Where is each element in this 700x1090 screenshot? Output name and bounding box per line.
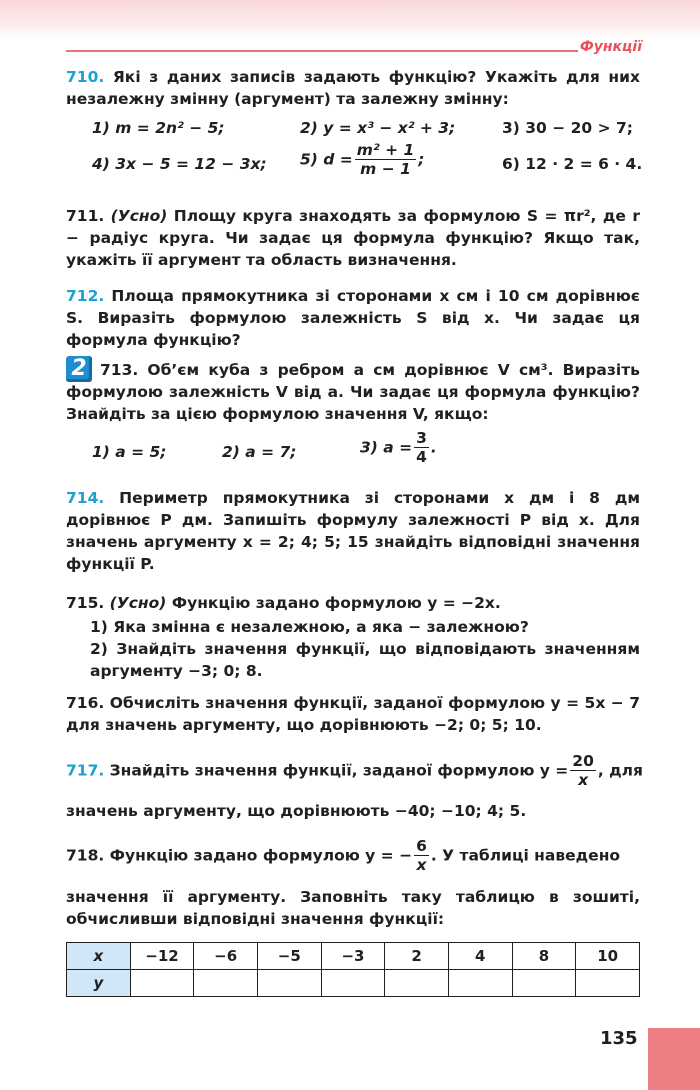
values-table (66, 942, 640, 997)
item-710-1: 1) m = 2n² − 5; (92, 119, 225, 137)
item-710-6: 6) 12 · 2 = 6 · 4. (502, 155, 643, 173)
item-710-3: 3) 30 − 20 > 7; (502, 119, 633, 137)
fraction-tail: . (430, 438, 437, 457)
fraction (414, 430, 429, 466)
exercise-text: Площа прямокутника зі сторонами x см і 10 см дорівнює S. Виразіть формулою залежність S від x. Чи задає ця формула функцію? (66, 287, 640, 349)
item-713-2: 2) a = 7; (222, 443, 297, 461)
denominator: 4 (416, 448, 427, 467)
exercise-714 (66, 487, 640, 575)
numerator: 6 (416, 837, 427, 855)
exercise-715 (66, 592, 640, 614)
fraction (414, 838, 429, 874)
exercise-number: 712. (66, 287, 105, 305)
exercise-718-line1 (66, 838, 620, 874)
item-710-5 (300, 142, 424, 178)
oral-label: (Усно) (110, 207, 168, 225)
table-header-y: y (67, 970, 131, 997)
exercise-number: 717. (66, 761, 105, 780)
denominator: x (416, 856, 427, 875)
exercise-text-tail: . У таблиці наведено (430, 846, 621, 865)
denominator: m − 1 (360, 160, 411, 179)
table-cell: 4 (448, 943, 512, 970)
table-cell: −3 (321, 943, 385, 970)
page-number: 135 (600, 1028, 638, 1049)
table-header-x: x (67, 943, 131, 970)
exercise-712 (66, 285, 640, 351)
exercise-text: Периметр прямокутника зі сторонами x дм і 8 дм дорівнює P дм. Запишіть формулу залежності P від x. Для значень аргументу x = 2; 4; 5; 15 знайдіть відповідні значення функції P. (66, 489, 641, 573)
table-cell-empty (576, 970, 640, 997)
exercise-text: Які з даних записів задають функцію? Укажіть для них незалежну змінну (аргумент) та залежну змінну: (66, 68, 640, 108)
exercise-text: Площу круга знаходять за формулою S = πr², де r − радіус круга. Чи задає ця формула функцію? Якщо так, укажіть її аргумент та область визначення. (66, 207, 640, 269)
item-710-4: 4) 3x − 5 = 12 − 3x; (92, 155, 267, 173)
header-rule (66, 50, 578, 52)
numerator: m² + 1 (356, 141, 415, 159)
table-cell-empty (257, 970, 321, 997)
exercise-number: 715. (66, 594, 105, 612)
fraction-tail: ; (418, 150, 425, 169)
numerator: 3 (416, 429, 427, 447)
oral-label: (Усно) (109, 594, 167, 612)
exercise-711 (66, 205, 640, 271)
table-row-x (67, 943, 640, 970)
item-713-3-label: 3) a = (360, 438, 413, 457)
table-cell-empty (130, 970, 194, 997)
item-713-3 (360, 430, 437, 466)
exercise-text: Функцію задано формулою y = − (109, 846, 413, 865)
exercise-text-tail: , для (597, 761, 643, 780)
item-715-2: 2) Знайдіть значення функції, що відповідають значенням аргументу −3; 0; 8. (90, 640, 640, 680)
exercise-number: 714. (66, 489, 105, 507)
exercise-text: Знайдіть значення функції, заданої формулою y = (109, 761, 569, 780)
exercise-718-rest: значення її аргументу. Заповніть таку таблицю в зошиті, обчисливши відповідні значення функції: (66, 888, 640, 928)
level-2-icon: 2 (66, 356, 92, 382)
exercise-number: 713. (100, 361, 139, 379)
numerator: 20 (572, 752, 594, 770)
table-cell: 2 (385, 943, 449, 970)
table-cell-empty (321, 970, 385, 997)
exercise-text: Функцію задано формулою y = −2x. (171, 594, 501, 612)
exercise-717-line2: значень аргументу, що дорівнюють −40; −10; 4; 5. (66, 802, 527, 820)
table-cell-empty (448, 970, 512, 997)
item-710-5-label: 5) d = (300, 150, 353, 169)
item-713-1: 1) a = 5; (92, 443, 167, 461)
table-cell: −5 (257, 943, 321, 970)
exercise-text: Об’єм куба з ребром a см дорівнює V см³. Виразіть формулою залежність V від a. Чи задає ця формула функцію? Знайдіть за цією формулою значення V, якщо: (66, 361, 640, 423)
table-cell-empty (385, 970, 449, 997)
table-cell: −12 (130, 943, 194, 970)
denominator: x (578, 771, 589, 790)
fraction (355, 142, 417, 178)
fraction (570, 753, 596, 789)
exercise-number: 711. (66, 207, 105, 225)
section-title: Функції (579, 39, 642, 55)
table-cell-empty (194, 970, 258, 997)
table-cell: 8 (512, 943, 576, 970)
exercise-text: Обчисліть значення функції, заданої формулою y = 5x − 7 для значень аргументу, що дорівнюють −2; 0; 5; 10. (66, 694, 640, 734)
exercise-number: 718. (66, 846, 105, 865)
exercise-713 (66, 359, 640, 425)
page-corner-tab (648, 1028, 700, 1090)
exercise-710 (66, 66, 640, 110)
table-cell-empty (512, 970, 576, 997)
table-cell: −6 (194, 943, 258, 970)
table-cell: 10 (576, 943, 640, 970)
exercise-number: 716. (66, 694, 105, 712)
table-row-y (67, 970, 640, 997)
exercise-number: 710. (66, 68, 105, 86)
item-715-1: 1) Яка змінна є незалежною, а яка − залежною? (90, 618, 529, 636)
top-gradient-band (0, 0, 700, 38)
item-710-2: 2) y = x³ − x² + 3; (300, 119, 456, 137)
exercise-716 (66, 692, 640, 736)
exercise-717-line1 (66, 753, 643, 789)
